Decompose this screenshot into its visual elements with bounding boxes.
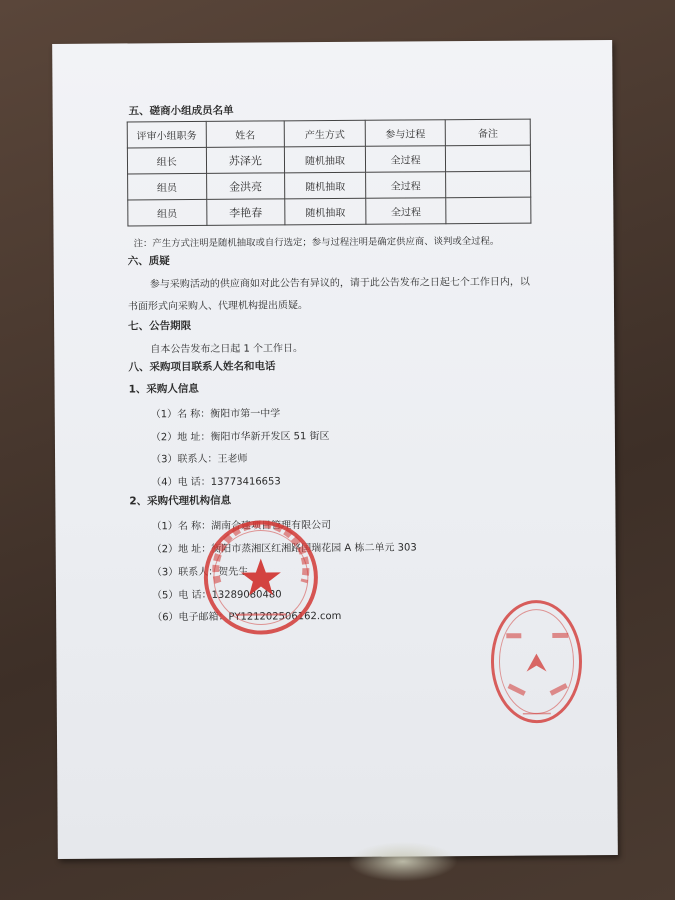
agency-email: （6）电子邮箱：PY121202506162.com — [152, 610, 342, 624]
school-seal-icon — [486, 595, 587, 728]
table-cell: 李艳春 — [206, 199, 285, 226]
table-cell: 苏泽光 — [206, 147, 285, 174]
section7-heading: 七、公告期限 — [128, 320, 192, 333]
buyer-name: （1）名 称：衡阳市第一中学 — [150, 408, 281, 421]
buyer-phone: （4）电 话：13773416653 — [151, 476, 281, 489]
section6-line1: 参与采购活动的供应商如对此公告有异议的，请于此公告发布之日起七个工作日内，以 — [149, 276, 530, 291]
paper-stain — [348, 841, 458, 882]
section7-line1: 自本公告发布之日起 1 个工作日。 — [150, 343, 304, 356]
document-page — [52, 40, 618, 859]
buyer-address: （2）地 址：衡阳市华新开发区 51 街区 — [150, 431, 330, 444]
table-cell: 随机抽取 — [285, 146, 366, 173]
section6-line2: 书面形式向采购人、代理机构提出质疑。 — [127, 300, 309, 313]
table-cell: 随机抽取 — [285, 172, 366, 199]
table-cell — [446, 197, 531, 224]
table-cell: 金洪亮 — [206, 173, 285, 200]
table-cell — [446, 171, 531, 198]
table-header-cell: 姓名 — [206, 121, 285, 148]
agency-name: （1）名 称：湖南合建项目管理有限公司 — [151, 520, 332, 533]
table-cell: 组员 — [128, 199, 207, 226]
table-row — [127, 145, 530, 174]
document-content — [52, 40, 618, 859]
table-cell: 组长 — [127, 147, 206, 174]
section5-heading: 五、磋商小组成员名单 — [128, 104, 234, 118]
table-header-cell: 产生方式 — [284, 120, 365, 147]
table-cell — [446, 145, 531, 172]
buyer-heading: 1、采购人信息 — [128, 382, 199, 396]
table-header-cell: 备注 — [446, 119, 531, 146]
buyer-contact: （3）联系人：王老师 — [151, 453, 248, 466]
table-cell: 随机抽取 — [285, 198, 366, 225]
table-cell: 组员 — [128, 173, 207, 200]
table-note: 注：产生方式注明是随机抽取或自行选定；参与过程注明是确定供应商、谈判或全过程。 — [133, 235, 500, 250]
agency-contact: （3）联系人：贺先生 — [151, 566, 249, 579]
table-cell: 全过程 — [365, 146, 446, 173]
table-header-row — [127, 119, 530, 148]
agency-phone: （5）电 话：13289080480 — [151, 589, 282, 602]
table-header-cell: 参与过程 — [365, 120, 446, 147]
table-row — [128, 171, 531, 200]
table-cell: 全过程 — [365, 172, 446, 199]
section6-heading: 六、质疑 — [127, 255, 170, 268]
table-row — [128, 197, 531, 226]
table-header-cell: 评审小组职务 — [127, 121, 206, 148]
section8-heading: 八、采购项目联系人姓名和电话 — [128, 360, 276, 374]
table-cell: 全过程 — [366, 198, 447, 225]
agency-address: （2）地 址：衡阳市蒸湘区红湘路国瑞花园 A 栋二单元 303 — [151, 542, 417, 556]
agency-heading: 2、采购代理机构信息 — [129, 494, 232, 508]
member-table — [127, 119, 532, 227]
company-seal-icon — [195, 512, 326, 643]
